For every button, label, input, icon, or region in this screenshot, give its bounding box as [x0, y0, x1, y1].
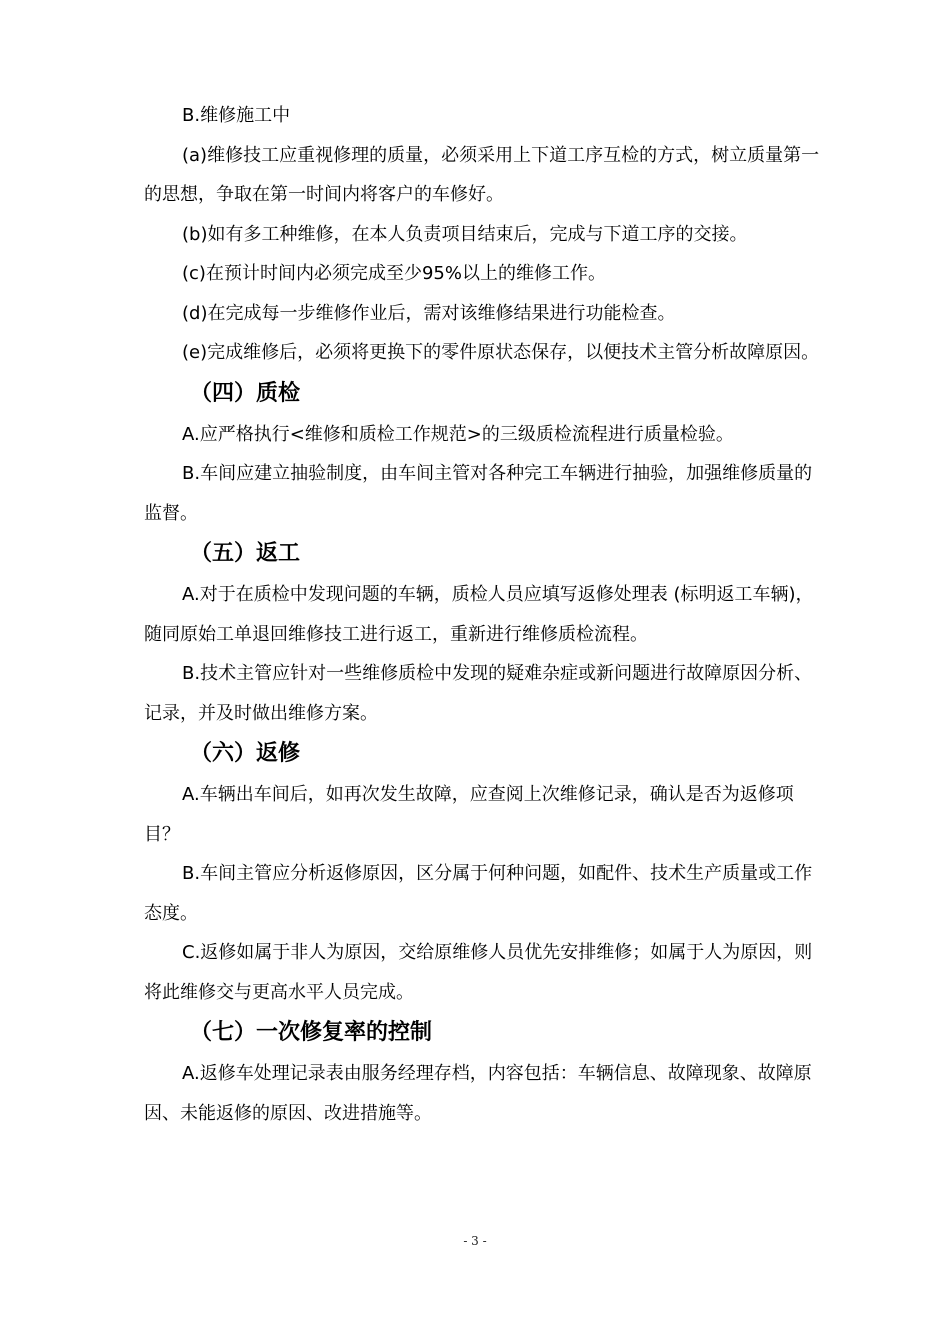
- paragraph: A.返修车处理记录表由服务经理存档，内容包括：车辆信息、故障现象、故障原因、未能返修的原因、改进措施等。: [144, 1063, 812, 1124]
- section-heading: （六）返修: [190, 741, 301, 766]
- paragraph: (d)在完成每一步维修作业后，需对该维修结果进行功能检查。: [182, 302, 676, 324]
- paragraph: A.对于在质检中发现问题的车辆，质检人员应填写返修处理表 (标明返工车辆)，随同原始工单退回维修技工进行返工，重新进行维修质检流程。: [144, 584, 814, 645]
- paragraph: (c)在预计时间内必须完成至少95%以上的维修工作。: [182, 263, 606, 284]
- page-number: - 3 -: [463, 1234, 487, 1248]
- paragraph: A.车辆出车间后，如再次发生故障，应查阅上次维修记录，确认是否为返修项目？: [144, 784, 794, 845]
- section-heading: （四）质检: [190, 380, 301, 406]
- paragraph: B.车间应建立抽验制度，由车间主管对各种完工车辆进行抽验，加强维修质量的监督。: [144, 463, 813, 524]
- section-heading: （七）一次修复率的控制: [190, 1020, 433, 1045]
- paragraph: (b)如有多工种维修，在本人负责项目结束后，完成与下道工序的交接。: [182, 223, 748, 245]
- paragraph: B.维修施工中: [182, 105, 291, 126]
- paragraph: (a)维修技工应重视修理的质量，必须采用上下道工序互检的方式，树立质量第一的思想，争取在第一时间内将客户的车修好。: [144, 144, 820, 205]
- paragraph: A.应严格执行<维修和质检工作规范>的三级质检流程进行质量检验。: [182, 423, 734, 445]
- paragraph: B.车间主管应分析返修原因，区分属于何种问题，如配件、技术生产质量或工作态度。: [144, 863, 813, 924]
- section-heading: （五）返工: [190, 541, 301, 566]
- paragraph: B.技术主管应针对一些维修质检中发现的疑难杂症或新问题进行故障原因分析、记录，并及时做出维修方案。: [144, 663, 813, 724]
- paragraph: C.返修如属于非人为原因，交给原维修人员优先安排维修；如属于人为原因，则将此维修交与更高水平人员完成。: [144, 942, 813, 1003]
- document-body: [144, 96, 820, 1133]
- paragraph: (e)完成维修后，必须将更换下的零件原状态保存，以便技术主管分析故障原因。: [182, 342, 820, 363]
